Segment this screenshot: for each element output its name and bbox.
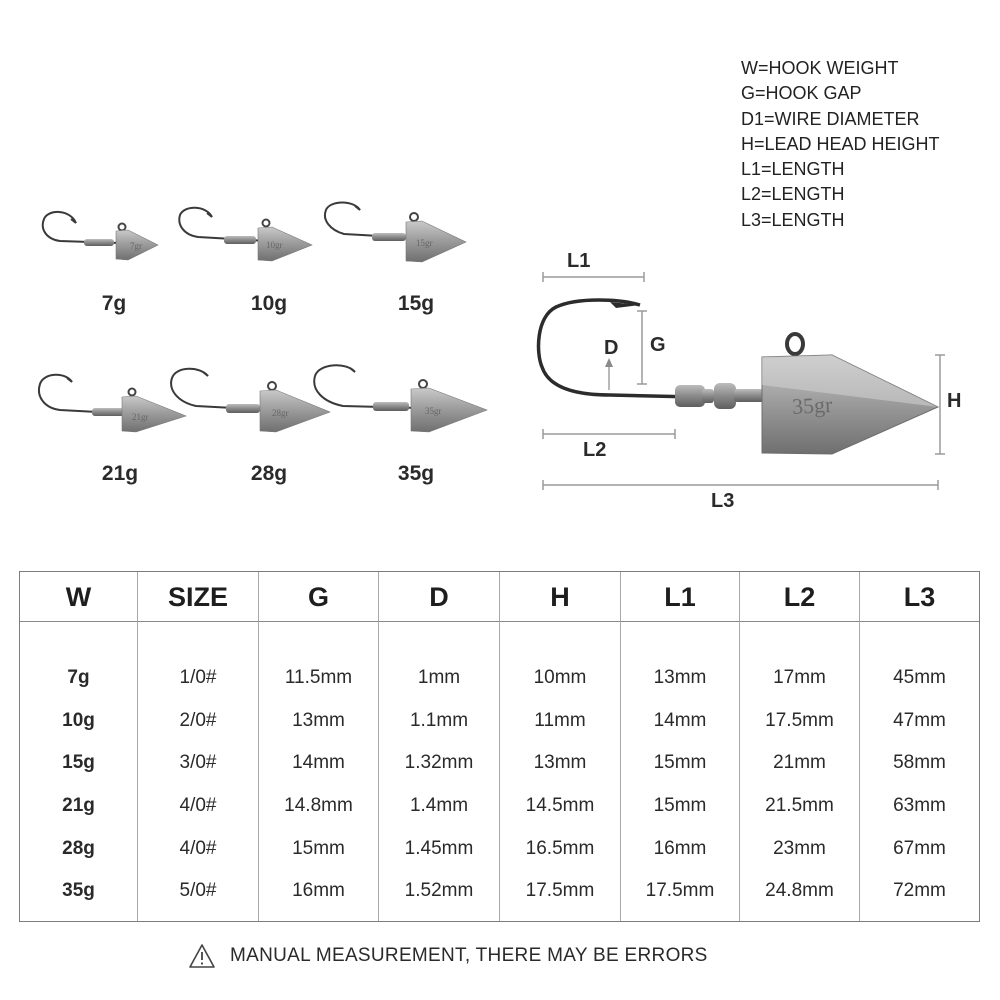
wire-collar	[675, 385, 705, 407]
table-header-h: H	[500, 572, 621, 622]
table-header-w: W	[20, 572, 138, 622]
table-cell: 1.1mm	[409, 709, 469, 731]
thumbnail-weight-label: 7g	[101, 292, 127, 315]
table-cell: 17.5mm	[525, 880, 595, 902]
legend-item: H=LEAD HEAD HEIGHT	[741, 133, 940, 154]
thumbnail-weight-label: 28g	[250, 462, 288, 485]
table-cell: 3/0#	[179, 752, 217, 774]
table-cell: 45mm	[893, 667, 946, 689]
table-header-size: SIZE	[138, 572, 259, 622]
table-column-d	[379, 622, 500, 921]
table-cell: 21.5mm	[765, 795, 834, 817]
thumbnail-weight-label: 10g	[250, 292, 288, 315]
table-cell: 17.5mm	[645, 880, 715, 902]
thumbnail-weight-label: 21g	[101, 462, 139, 485]
thumbnail-weight-label: 35g	[397, 462, 435, 485]
table-cell: 1.45mm	[404, 837, 474, 859]
table-cell: 21g	[62, 795, 95, 817]
table-cell: 10g	[62, 709, 95, 731]
table-cell: 1/0#	[179, 667, 217, 689]
table-cell: 47mm	[893, 709, 946, 731]
jig-head-thumbnail	[322, 200, 472, 266]
table-cell: 15mm	[653, 752, 707, 774]
table-column-w	[20, 622, 138, 921]
table-cell: 10mm	[533, 667, 587, 689]
thumbnail-stamp: 10gr	[266, 240, 283, 250]
table-header-l1: L1	[621, 572, 740, 622]
table-cell: 63mm	[893, 795, 946, 817]
table-cell: 24.8mm	[765, 880, 834, 902]
table-cell: 7g	[67, 667, 90, 689]
table-cell: 21mm	[773, 752, 826, 774]
table-cell: 5/0#	[179, 880, 217, 902]
table-cell: 15mm	[292, 837, 345, 859]
table-column-g	[259, 622, 379, 921]
thumbnail-stamp: 15gr	[416, 238, 433, 248]
table-header-g: G	[259, 572, 379, 622]
table-cell: 28g	[62, 837, 95, 859]
table-cell: 1mm	[417, 667, 461, 689]
table-cell: 14.8mm	[284, 795, 353, 817]
table-cell: 17.5mm	[765, 709, 834, 731]
legend-item: L3=LENGTH	[741, 209, 845, 230]
table-cell: 16mm	[653, 837, 707, 859]
table-cell: 35g	[62, 880, 95, 902]
warning-icon	[188, 943, 216, 969]
table-header-d: D	[379, 572, 500, 622]
table-header-l2: L2	[740, 572, 860, 622]
l2-label: L2	[583, 439, 607, 461]
thumbnail-stamp: 7gr	[130, 241, 142, 251]
table-cell: 14mm	[653, 709, 707, 731]
table-cell: 1.32mm	[404, 752, 474, 774]
table-cell: 13mm	[533, 752, 587, 774]
table-cell: 14mm	[292, 752, 345, 774]
table-cell: 13mm	[653, 667, 707, 689]
table-cell: 17mm	[773, 667, 826, 689]
legend-item: L2=LENGTH	[741, 184, 845, 205]
table-cell: 16mm	[292, 880, 345, 902]
table-cell: 67mm	[893, 837, 946, 859]
thumbnail-stamp: 35gr	[425, 406, 442, 416]
table-cell: 2/0#	[179, 709, 217, 731]
table-column-size	[138, 622, 259, 921]
l1-label: L1	[567, 250, 591, 272]
table-column-l1	[621, 622, 740, 921]
table-cell: 16.5mm	[525, 837, 595, 859]
table-cell: 4/0#	[179, 795, 217, 817]
legend-item: G=HOOK GAP	[741, 83, 862, 104]
table-header-l3: L3	[860, 572, 979, 622]
jig-head-thumbnail	[311, 364, 491, 438]
table-cell: 1.4mm	[409, 795, 469, 817]
table-cell: 1.52mm	[404, 880, 474, 902]
table-cell: 11mm	[534, 709, 586, 731]
thumbnail-stamp: 21gr	[132, 412, 149, 422]
jig-head-thumbnail	[178, 203, 318, 265]
thumbnail-weight-label: 15g	[397, 292, 435, 315]
legend-item: L1=LENGTH	[741, 159, 845, 180]
jig-head-thumbnail	[40, 205, 160, 265]
disclaimer-text: MANUAL MEASUREMENT, THERE MAY BE ERRORS	[230, 945, 708, 966]
disclaimer	[188, 942, 708, 970]
l3-label: L3	[711, 490, 735, 512]
table-cell: 15g	[62, 752, 95, 774]
d-label: D	[604, 337, 619, 359]
table-column-l3	[860, 622, 979, 921]
g-label: G	[650, 334, 666, 356]
table-column-l2	[740, 622, 860, 921]
table-cell: 72mm	[893, 880, 946, 902]
legend-item: D1=WIRE DIAMETER	[741, 108, 920, 129]
table-cell: 58mm	[893, 752, 946, 774]
legend-item: W=HOOK WEIGHT	[741, 58, 899, 78]
head-weight-stamp: 35gr	[791, 391, 833, 419]
table-cell: 14.5mm	[525, 795, 595, 817]
h-label: H	[947, 390, 962, 412]
spec-table	[19, 571, 980, 922]
table-cell: 11.5mm	[284, 667, 353, 689]
table-cell: 4/0#	[179, 837, 217, 859]
table-cell: 15mm	[653, 795, 707, 817]
dimension-legend	[741, 56, 940, 233]
dimension-diagram	[530, 245, 990, 515]
thumbnail-stamp: 28gr	[272, 408, 289, 418]
table-cell: 23mm	[773, 837, 826, 859]
line-eyelet	[787, 334, 803, 354]
table-column-h	[500, 622, 621, 921]
table-cell: 13mm	[292, 709, 345, 731]
